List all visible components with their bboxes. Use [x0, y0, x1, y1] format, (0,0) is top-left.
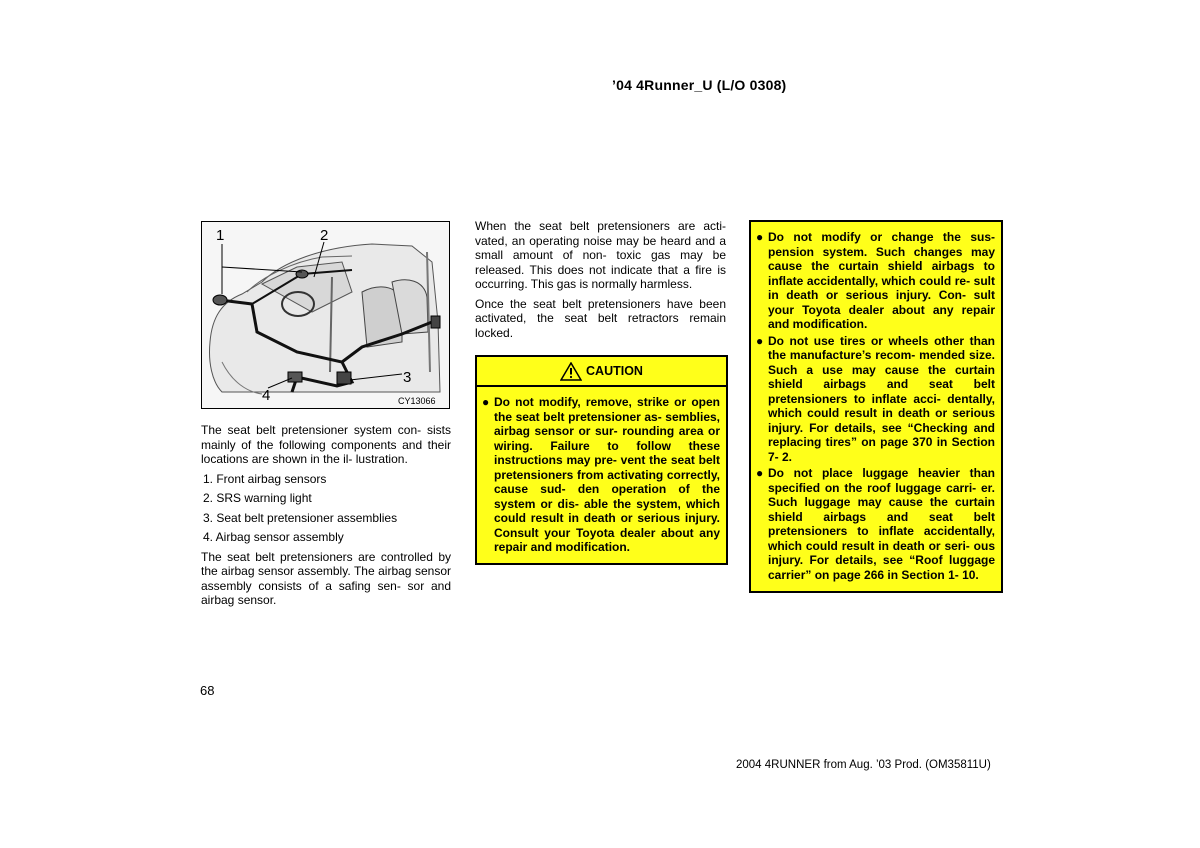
- bullet-icon: ●: [756, 230, 764, 244]
- label-4: 4: [262, 387, 271, 404]
- locked-paragraph: Once the seat belt pretensioners have been activated, the seat belt retractors remain locked.: [475, 296, 726, 340]
- warning-box: [749, 220, 1003, 593]
- caution-box: [475, 355, 728, 565]
- caution-item-text: Do not modify, remove, strike or open the seat belt pretensioner as- semblies, airbag sensor or sur- rounding area or wiring. Failure to follow these instructions may pre- vent the seat belt pretensioners from activating correctly, cause sud- den operation of the system or dis- able the system, which could result in death or serious injury. Consult your Toyota dealer about any repair and modification.: [494, 395, 720, 554]
- warning-triangle-icon: [560, 362, 582, 381]
- list-item: 3. Seat belt pretensioner assemblies: [203, 510, 398, 525]
- label-1: 1: [216, 227, 225, 244]
- warning-item: [756, 334, 995, 465]
- page-header-title: ’04 4Runner_U (L/O 0308): [612, 77, 787, 93]
- left-column: [201, 423, 451, 613]
- bullet-icon: ●: [756, 333, 764, 348]
- component-list: [201, 472, 451, 545]
- pretensioner-illustration: [201, 221, 450, 409]
- vehicle-diagram: [202, 222, 449, 408]
- caution-item: [482, 395, 720, 555]
- illustration-code: CY13066: [398, 396, 436, 406]
- bullet-icon: ●: [756, 466, 764, 480]
- caution-header: [477, 357, 726, 387]
- list-item: 1. Front airbag sensors: [203, 471, 327, 486]
- sensor-paragraph: The seat belt pretensioners are controlled by the airbag sensor assembly. The airbag sensor assembly consists of a safing sen- sor and airbag sensor.: [201, 549, 451, 607]
- list-item: 4. Airbag sensor assembly: [203, 530, 344, 544]
- label-3: 3: [403, 369, 412, 386]
- label-2: 2: [320, 227, 329, 244]
- activation-paragraph: When the seat belt pretensioners are acti- vated, an operating noise may be heard and a small amount of non- toxic gas may be released. This does not indicate that a fire is occurring. This gas is normally harmless.: [475, 219, 726, 291]
- warning-item-text: Do not use tires or wheels other than the manufacture’s recom- mended size. Such a use may cause the curtain shield airbags and seat belt pretensioners to inflate acci- dentally, which could result in death or serious injury. For details, see “Checking and replacing tires” on page 370 in Section 7- 2.: [768, 333, 995, 464]
- caution-title: CAUTION: [586, 364, 643, 378]
- middle-column: [475, 219, 726, 345]
- intro-paragraph: The seat belt pretensioner system con- sists mainly of the following components and their locations are shown in the il- lustration.: [201, 423, 451, 466]
- warning-item-text: Do not place luggage heavier than specified on the roof luggage carri- er. Such luggage may cause the curtain shield airbags and seat belt pretensioners to inflate accidentally, which could result in death or seri- ous injury. For details, see “Roof luggage carrier” on page 266 in Section 1- 10.: [768, 466, 995, 582]
- bullet-icon: ●: [482, 395, 490, 409]
- warning-item: [756, 230, 995, 332]
- page-number: 68: [200, 683, 215, 698]
- list-item: 2. SRS warning light: [203, 491, 312, 505]
- page-footer: 2004 4RUNNER from Aug. ’03 Prod. (OM35811U): [736, 759, 991, 771]
- warning-item: [756, 466, 995, 582]
- caution-body: [477, 387, 726, 563]
- warning-item-text: Do not modify or change the sus- pension system. Such changes may cause the curtain shield airbags to inflate accidentally, which could re- sult in death or serious injury. Con- sult your Toyota dealer about any repair and modification.: [768, 230, 995, 331]
